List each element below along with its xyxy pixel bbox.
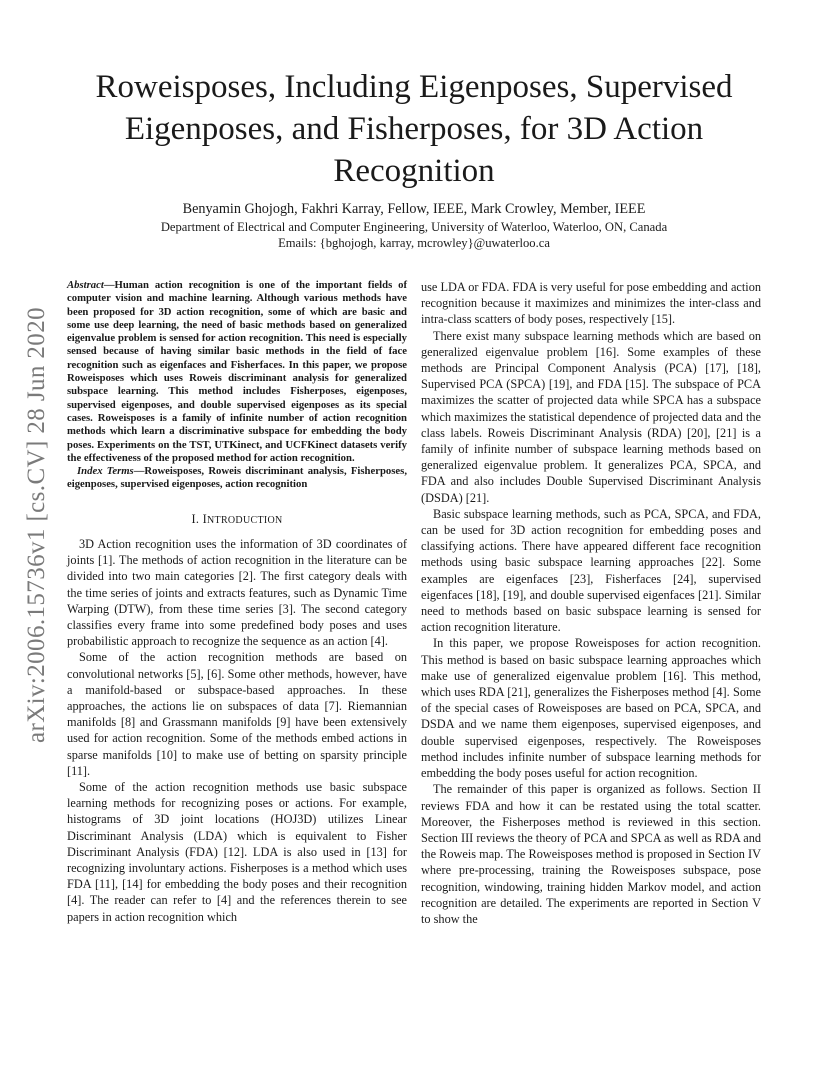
- arxiv-side-label: [21, 290, 53, 760]
- abstract-label: Abstract: [67, 279, 104, 291]
- abstract: [67, 279, 407, 492]
- section-heading-introduction: I. INTRODUCTION: [191, 511, 283, 526]
- body-paragraph: Basic subspace learning methods, such as PCA, SPCA, and FDA, can be used for 3D action recognition for embedding poses and classifying actions. There have appeared different face recognition methods using basic subspace learning approaches [22]. Some examples are eigenfaces [23], Fisherfaces [24], supervised eigenfaces [18], [19], and double supervised eigenfaces [21]. Similar need to methods based on basic subspace learning is sensed for action recognition literature.: [421, 506, 761, 635]
- body-paragraph: In this paper, we propose Roweisposes for action recognition. This method is based on basic subspace learning approaches which make use of generalized eigenvalue problem [16]. This method, which uses RDA [21], generalizes the Fisherposes method [4]. Some of the special cases of Roweisposes are based on PCA, SPCA, and DSDA and we name them eigenposes, supervised eigenposes, and double supervised eigenposes, respectively. The Roweisposes method includes infinite number of subspace learning methods for embedding the body poses useful for action recognition.: [421, 636, 761, 781]
- body-paragraph: The remainder of this paper is organized as follows. Section II reviews FDA and how it can be restated using the total scatter. Moreover, the Fisherposes method is reviewed in this section. Section III reviews the theory of PCA and SPCA as well as RDA and the Roweis map. The Roweisposes method is proposed in Section IV where pre-processing, training the Roweisposes subspace, pose recognition, windowing, training hidden Markov model, and action recognition are detailed. The experiments are reported in Section V to show the: [421, 782, 761, 926]
- body-paragraph: use LDA or FDA. FDA is very useful for pose embedding and action recognition because it maximizes and minimizes the inter-class and intra-class scatters of body poses, respectively [15].: [421, 280, 761, 327]
- body-paragraph: 3D Action recognition uses the information of 3D coordinates of joints [1]. The methods of action recognition in the literature can be divided into two main categories [2]. The first category deals with the time series of joints and extracts features, such as Dynamic Time Warping (DTW), from these time series [3]. The second category classifies every frame into some predefined body poses and uses probabilistic approach to recognize the sequence as an action [4].: [67, 536, 407, 649]
- paper-authors: Benyamin Ghojogh, Fakhri Karray, Fellow, IEEE, Mark Crowley, Member, IEEE: [182, 201, 646, 217]
- paper-affiliation: Department of Electrical and Computer Engineering, University of Waterloo, Waterloo, ON, Canada: [160, 220, 668, 234]
- left-column: [67, 279, 407, 925]
- paper-emails: Emails: {bghojogh, karray, mcrowley}@uwaterloo.ca: [278, 236, 550, 250]
- paper-title: Roweisposes, Including Eigenposes, Supervised Eigenposes, and Fisherposes, for 3D Action Recognition: [95, 69, 733, 189]
- abstract-text: —Human action recognition is one of the important fields of computer vision and machine learning. Although various methods have been proposed for 3D action recognition, some of which are basic and some use deep learning, the need of basic methods based on generalized eigenvalue problem is sensed for action recognition. This need is especially sensed because of having similar basic methods in the field of face recognition such as eigenfaces and Fisherfaces. In this paper, we propose Roweisposes which uses Roweis discriminant analysis for generalized subspace learning. This method includes Fisherposes, eigenposes, supervised eigenposes, and double supervised eigenposes as its special cases. Roweisposes is a family of infinite number of action recognition methods which learn a discriminative subspace for embedding the body poses. Experiments on the TST, UTKinect, and UCFKinect datasets verify the effectiveness of the proposed method for action recognition.: [67, 279, 407, 464]
- index-terms: [67, 465, 407, 492]
- arxiv-identifier: arXiv:2006.15736v1 [cs.CV] 28 Jun 2020: [23, 306, 51, 744]
- abstract-paragraph: [67, 279, 407, 465]
- right-column: [421, 279, 761, 927]
- body-paragraph: There exist many subspace learning methods which are based on generalized eigenvalue problem [16]. Some examples of these methods are Principal Component Analysis (PCA) [17], [18], Supervised PCA (SPCA) [19], and FDA [15]. The subspace of PCA maximizes the scatter of projected data while SPCA has a subspace which maximizes the statistical dependence of projected data and the class labels. Roweis Discriminant Analysis (RDA) [20], [21] is a family of infinite number of subspace learning methods based on generalized eigenvalue problem. It generalizes PCA, SPCA, and FDA and also includes Double Supervised Discriminant Analysis (DSDA) [21].: [421, 328, 761, 505]
- body-paragraph: Some of the action recognition methods are based on convolutional networks [5], [6]. Some other methods, however, have a manifold-based or subspace-based approaches. In these approaches, the actions lie on subspaces of data [7]. Riemannian manifolds [8] and Grassmann manifolds [9] have been extensively used for action recognition. Some of the methods embed actions in sparse manifolds [10] to make use of betting on sparsity principle [11].: [67, 650, 407, 778]
- body-paragraph: Some of the action recognition methods use basic subspace learning methods for recognizing poses or actions. For example, histograms of 3D joint locations (HOJ3D) utilizes Linear Discriminant Analysis (LDA) which is equivalent to Fisher Discriminant Analysis (FDA) [12]. LDA is also used in [13] for recognizing involuntary actions. Fisherposes is a method which uses FDA [11], [14] for embedding the body poses and their recognition [4]. The reader can refer to [4] and the references therein to see papers in action recognition which: [67, 780, 407, 924]
- index-terms-label: Index Terms: [77, 465, 134, 478]
- left-body: [67, 536, 407, 925]
- right-body: [421, 279, 761, 927]
- index-terms-text: —Roweisposes, Roweis discriminant analysis, Fisherposes, eigenposes, supervised eigenposes, action recognition: [67, 465, 407, 491]
